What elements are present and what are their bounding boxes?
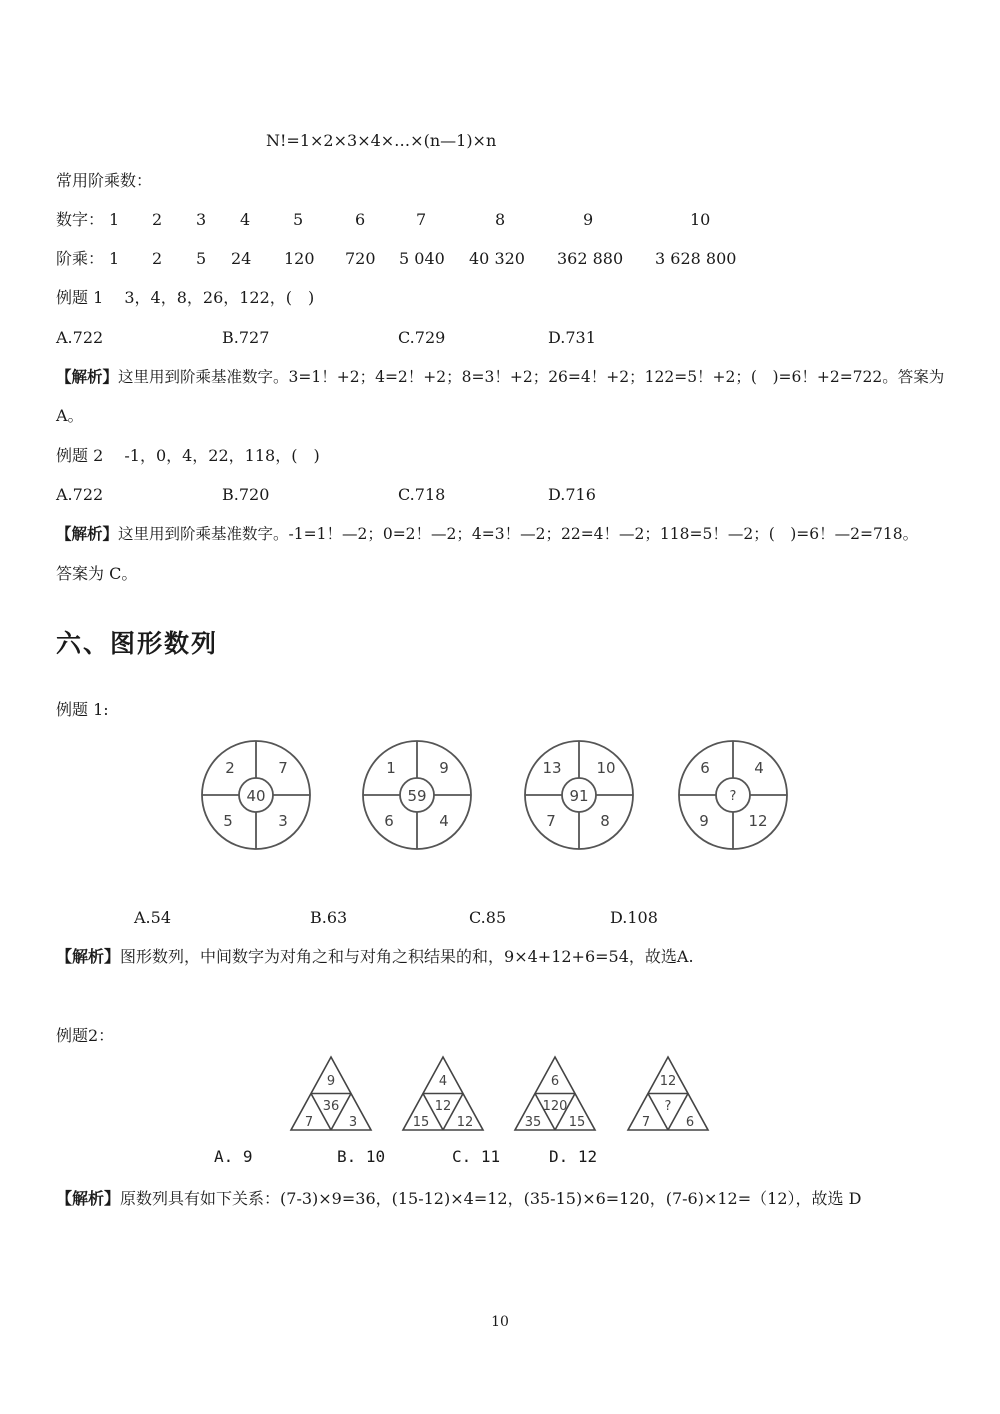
triangle-right: 6 <box>685 1115 695 1130</box>
number-cell: 6 <box>355 210 366 229</box>
page-number: 10 <box>491 1314 509 1330</box>
triangle-right: 15 <box>568 1115 586 1130</box>
option-a: A.722 <box>56 328 104 347</box>
number-cell: 7 <box>416 210 427 229</box>
triangle-right: 3 <box>348 1115 358 1130</box>
analysis-text: 这里用到阶乘基准数字。3=1！+2；4=2！+2；8=3！+2；26=4！+2；122=5！+2；( )=6！+2=722。答案为 <box>118 368 945 386</box>
example1-question: 例题 1 3，4，8，26，122，( ) <box>56 288 315 307</box>
option-c: C.85 <box>469 908 507 927</box>
analysis-text: 原数列具有如下关系：(7-3)×9=36，(15-12)×4=12，(35-15)×6=120，(7-6)×12=（12），故选 D <box>120 1189 862 1208</box>
circle-figure-3 <box>525 741 633 849</box>
figure-example2-label: 例题2： <box>56 1026 115 1045</box>
option-d: D.731 <box>548 328 596 347</box>
option-d: D.108 <box>610 908 658 927</box>
triangle-figure-3 <box>515 1057 595 1130</box>
factorial-cell: 3 628 800 <box>655 249 737 268</box>
option-d: D. 12 <box>549 1147 598 1166</box>
circle-tl: 2 <box>225 759 235 777</box>
factorial-cell: 120 <box>284 249 315 268</box>
circle-tl: 13 <box>542 759 562 777</box>
factorial-formula: N!=1×2×3×4×…×(n—1)×n <box>266 131 497 150</box>
circle-bl: 6 <box>384 812 394 830</box>
circle-figure-4 <box>679 741 787 849</box>
option-d: D.716 <box>548 485 596 504</box>
circle-tr: 9 <box>439 759 449 777</box>
circle-center: 91 <box>569 787 589 805</box>
option-b: B.720 <box>222 485 270 504</box>
number-cell: 5 <box>293 210 304 229</box>
circle-bl: 5 <box>223 812 233 830</box>
circle-tl: 1 <box>386 759 396 777</box>
triangle-top: 4 <box>438 1074 448 1089</box>
number-cell: 9 <box>583 210 594 229</box>
number-cell: 1 <box>109 210 120 229</box>
circle-br: 3 <box>278 812 288 830</box>
analysis-tag: 【解析】 <box>56 1189 121 1208</box>
circle-center: 40 <box>246 787 266 805</box>
circle-tr: 10 <box>596 759 616 777</box>
factorial-cell: 1 <box>109 249 120 268</box>
circle-center: ? <box>729 789 737 804</box>
circle-figure-1 <box>202 741 310 849</box>
number-cell: 3 <box>196 210 207 229</box>
option-c: C. 11 <box>452 1147 501 1166</box>
triangle-top: 6 <box>550 1074 560 1089</box>
example2-analysis-cont: 答案为 C。 <box>56 564 138 583</box>
factorial-cell: 40 320 <box>469 249 525 268</box>
option-a: A.722 <box>56 485 104 504</box>
example1-analysis-cont: A。 <box>56 406 84 425</box>
option-a: A.54 <box>134 908 171 927</box>
triangle-top: 9 <box>326 1074 336 1089</box>
triangle-figure-2 <box>403 1057 483 1130</box>
triangle-figure-1 <box>291 1057 371 1130</box>
triangle-top: 12 <box>659 1074 677 1089</box>
triangle-center: 36 <box>322 1099 340 1114</box>
factorial-cell: 2 <box>152 249 163 268</box>
factorial-cell: 5 <box>196 249 207 268</box>
example2-question: 例题 2 -1，0，4，22，118，( ) <box>56 446 320 465</box>
triangle-center: 12 <box>434 1099 452 1114</box>
factorial-cell: 720 <box>345 249 376 268</box>
triangle-right: 12 <box>456 1115 474 1130</box>
analysis-tag: 【解析】 <box>56 524 119 543</box>
option-b: B.63 <box>310 908 348 927</box>
number-cell: 10 <box>690 210 711 229</box>
circle-figure-2 <box>363 741 471 849</box>
numbers-row-label: 数字： <box>56 210 105 229</box>
circle-br: 12 <box>748 812 768 830</box>
circle-br: 8 <box>600 812 610 830</box>
example2-analysis <box>56 524 918 544</box>
factorial-row-label: 阶乘： <box>56 249 105 268</box>
option-c: C.729 <box>398 328 446 347</box>
triangle-figure-4 <box>628 1057 708 1130</box>
section-title: 六、图形数列 <box>56 629 219 658</box>
circle-bl: 7 <box>546 812 556 830</box>
option-c: C.718 <box>398 485 446 504</box>
analysis-text: 图形数列，中间数字为对角之和与对角之积结果的和，9×4+12+6=54，故选A. <box>120 947 694 966</box>
example1-analysis <box>56 367 944 387</box>
triangle-left: 35 <box>524 1115 542 1130</box>
circle-tr: 4 <box>754 759 764 777</box>
analysis-text: 这里用到阶乘基准数字。-1=1！—2；0=2！—2；4=3！—2；22=4！—2；118=5！—2；( )=6！—2=718。 <box>118 525 919 543</box>
circle-tl: 6 <box>700 759 710 777</box>
factorial-cell: 362 880 <box>557 249 624 268</box>
circle-center: 59 <box>407 787 427 805</box>
triangle-center: ? <box>664 1099 672 1114</box>
common-factorials-label: 常用阶乘数： <box>56 171 153 190</box>
option-b: B.727 <box>222 328 270 347</box>
number-cell: 2 <box>152 210 163 229</box>
triangle-left: 7 <box>641 1115 651 1130</box>
circle-figures <box>190 732 810 862</box>
analysis-tag: 【解析】 <box>56 947 121 966</box>
analysis-tag: 【解析】 <box>56 367 119 386</box>
number-cell: 8 <box>495 210 506 229</box>
figure-example2-analysis <box>56 1189 861 1209</box>
circle-br: 4 <box>439 812 449 830</box>
triangle-figures <box>285 1055 725 1135</box>
factorial-cell: 24 <box>231 249 252 268</box>
figure-example1-label: 例题 1: <box>56 700 109 719</box>
circle-tr: 7 <box>278 759 288 777</box>
option-a: A. 9 <box>214 1147 253 1166</box>
option-b: B. 10 <box>337 1147 386 1166</box>
figure-example1-analysis <box>56 947 694 967</box>
number-cell: 4 <box>240 210 251 229</box>
triangle-center: 120 <box>542 1099 568 1114</box>
factorial-cell: 5 040 <box>399 249 445 268</box>
triangle-left: 7 <box>304 1115 314 1130</box>
circle-bl: 9 <box>699 812 709 830</box>
triangle-left: 15 <box>412 1115 430 1130</box>
